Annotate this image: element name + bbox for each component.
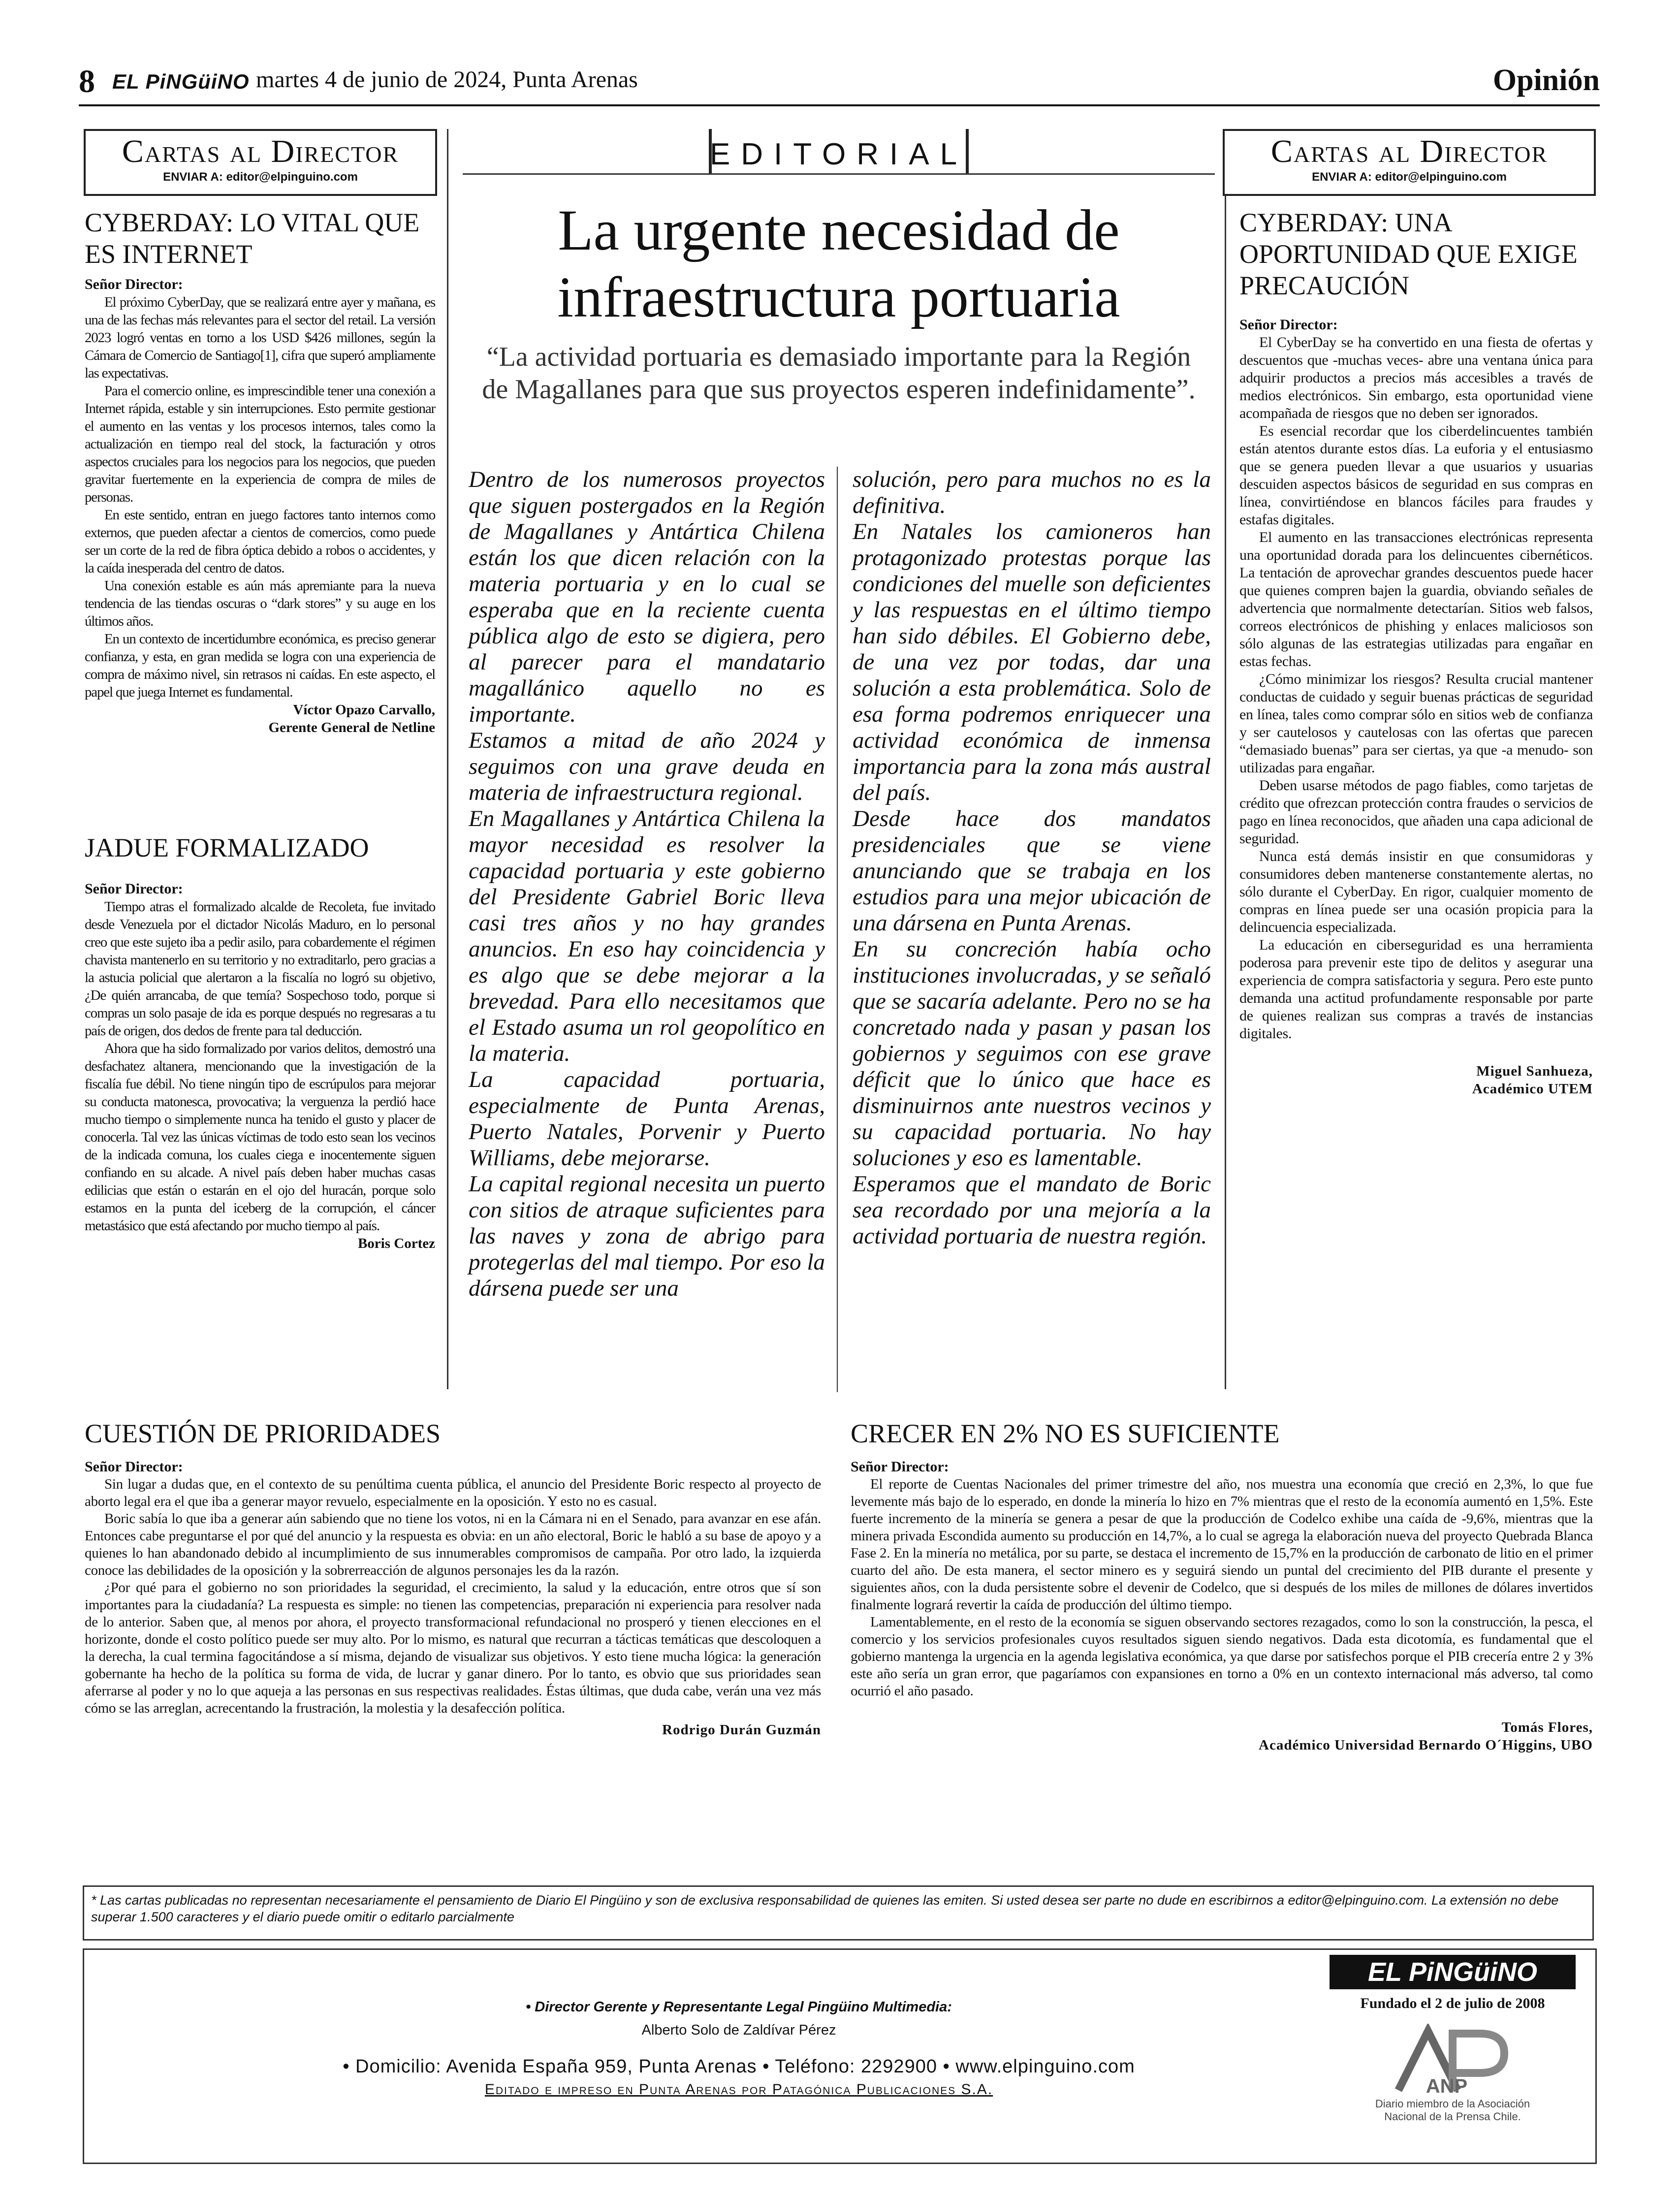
- letter-salutation: Señor Director:: [85, 1459, 183, 1475]
- header-rule: [79, 104, 1600, 106]
- anp-caption-line: Diario miembro de la Asociación: [1375, 2098, 1530, 2110]
- paragraph: ¿Por qué para el gobierno no son prioridades la seguridad, el crecimiento, la salud y la educación, entre otros que sí son importantes para la ciudadanía? La respuesta es simple: no tienen las competencias, preparación ni experiencia para resolver nada de lo anterior. Saben que, al menos por ahora, el proyecto transformacional refundacional no prosperó y tienen elecciones en el horizonte, donde el costo político puede ser muy alto. Por lo mismo, es natural que recurran a tácticas temáticas que descoloquen a la derecha, la cual termina fagocitándose a sí misma, dejando de visualizar sus objetivos. Y esto tiene mucha lógica: la generación gobernante ha hecho de la política su forma de vida, de lucrar y ganar dinero. Por lo tanto, es obvio que sus prioridades sean aferrarse al poder y no lo que aqueja a las personas en sus respectivas realidades. Éstas últimas, que duda cabe, verán una vez más cómo se las arreglan, acrecentando la frustración, la molestia y la desafección política.: [85, 1580, 821, 1716]
- footer: [83, 1948, 1597, 2164]
- letter-title: CUESTIÓN DE PRIORIDADES: [85, 1419, 441, 1448]
- editorial-column-2: [853, 467, 1211, 1249]
- paragraph: En su concreción había ocho instituciones involucradas, y se señaló que se sacaría adelante. Pero no se ha concretado nada y pasan y pasan los gobiernos y seguimos con ese grave déficit que lo único que hace es disminuirnos ante nuestros vecinos y su capacidad portuaria. No hay soluciones y eso es lamentable.: [853, 936, 1211, 1171]
- paragraph: Desde hace dos mandatos presidenciales que se viene anunciando que se trabaja en los estudios para una mejor ubicación de una dársena en Punta Arenas.: [853, 806, 1211, 936]
- letter-body: [85, 898, 435, 1235]
- signature-name: Boris Cortez: [357, 1236, 435, 1251]
- cartas-subtitle: ENVIAR A: editor@elpinguino.com: [163, 170, 358, 184]
- date-line: martes 4 de junio de 2024, Punta Arenas: [256, 66, 638, 93]
- paragraph: Ahora que ha sido formalizado por varios delitos, demostró una desfachatez altanera, mencionando que la investigación de la fiscalía fue débil. No tiene ningún tipo de escrúpulos para mejorar su conducta matonesca, provocativa; la verguenza la perdió hace mucho tiempo o simplemente nunca ha tenido el gusto y placer de conocerla. Tal vez las únicas víctimas de todo esto sean los vecinos de la indicada comuna, los cuales ciega e inocentemente siguen confiando en su alcade. A nivel país deben haber muchas casas edilicias que están o estarán en el ojo del huracán, porque solo estamos en la punta del iceberg de la corrupción, el cáncer metastásico que está afectando por mucho tiempo al país.: [85, 1041, 435, 1234]
- letter-salutation: Señor Director:: [851, 1459, 949, 1475]
- paragraph: En Natales los camioneros han protagonizado protestas porque las condiciones del muelle son deficientes y las respuestas en el último tiempo han sido débiles. El Gobierno debe, de una vez por todas, dar una solución a esta problemática. Solo de esa forma podremos enriquecer una actividad económica de inmensa importancia para la zona más austral del país.: [853, 519, 1211, 805]
- section-name: Opinión: [1492, 64, 1600, 97]
- signature-name: Víctor Opazo Carvallo,: [293, 702, 435, 718]
- letter-body: [1239, 334, 1593, 1043]
- letter-title: CYBERDAY: UNA OPORTUNIDAD QUE EXIGE PRECAUCIÓN: [1239, 208, 1578, 300]
- anp-logo-icon: [1379, 2024, 1517, 2098]
- editorial-rule: [463, 173, 1215, 175]
- paragraph: Para el comercio online, es imprescindible tener una conexión a Internet rápida, estable y sin interrupciones. Esto permite gestionar el aumento en las ventas y los procesos internos, tales como la actualización en tiempo real del stock, la facturación y otros aspectos cruciales para los negocios para los negocios, que pueden gravitar fuertemente en la experiencia de compra de miles de personas.: [85, 383, 435, 505]
- letter-prioridades: [85, 1418, 821, 1739]
- editorial-column-1: [469, 467, 825, 1302]
- paragraph: El próximo CyberDay, que se realizará entre ayer y mañana, es una de las fechas más relevantes para el sector del retail. La versión 2023 logró ventas en torno a los USD $426 millones, según la Cámara de Comercio de Santiago[1], cifra que superó ampliamente las expectativas.: [85, 294, 435, 381]
- paragraph: Dentro de los numerosos proyectos que siguen postergados en la Región de Magallanes y Antártica Chilena están los que dicen relación con la materia portuaria y en lo cual se esperaba que en la reciente cuenta pública algo de esto se digiera, pero al parecer para el mandatario magallánico aquello no es importante.: [469, 467, 825, 727]
- paragraph: En Magallanes y Antártica Chilena la mayor necesidad es resolver la capacidad portuaria y este gobierno del Presidente Gabriel Boric lleva casi tres años y no hay grandes anuncios. En eso hay coincidencia y es algo que se debe mejorar a la brevedad. Para ello necesitamos que el Estado asuma un rol geopolítico en la materia.: [469, 806, 825, 1066]
- footer-founded: Fundado el 2 de julio de 2008: [1360, 1995, 1545, 2011]
- letter-body: [85, 293, 435, 701]
- editorial-label-box: [463, 129, 1215, 173]
- divider-left: [447, 129, 448, 1389]
- paragraph: Sin lugar a dudas que, en el contexto de su penúltima cuenta pública, el anuncio del Presidente Boric respecto al proyecto de aborto legal era el que iba a generar mayor revuelo, especialmente en la oposición. Y esto no es casual.: [85, 1476, 821, 1509]
- paragraph: Lamentablemente, en el resto de la economía se siguen observando sectores rezagados, como lo son la construcción, la pesca, el comercio y los servicios profesionales cuyos resultados siguen siendo negativos. Dada esta dicotomía, es fundamental que el gobierno mantenga la urgencia en la agenda legislativa económica, ya que darse por satisfechos porque el PIB crecería entre 2 y 3% este año sería un gran error, que pagaríamos con expansiones en torno a 0% en un contexto internacional más adverso, tal como ocurrió el año pasado.: [851, 1614, 1593, 1699]
- signature-name: Miguel Sanhueza,: [1476, 1063, 1593, 1079]
- page-number: 8: [79, 64, 95, 99]
- editorial-quote: “La actividad portuaria es demasiado importante para la Región de Magallanes para que sus proyectos esperen indefinidamente”.: [482, 342, 1196, 405]
- anp-caption-line: Nacional de la Prensa Chile.: [1384, 2110, 1521, 2123]
- paragraph: Deben usarse métodos de pago fiables, como tarjetas de crédito que ofrezcan protección contra fraudes o servicios de pago en línea reconocidos, que añaden una capa adicional de seguridad.: [1239, 777, 1593, 847]
- editorial-title: La urgente necesidad de infraestructura portuaria: [557, 198, 1120, 329]
- anp-logo-text: ANP: [1426, 2075, 1468, 2097]
- paragraph: Una conexión estable es aún más apremiante para la nueva tendencia de las tiendas oscuras o “dark stores” y su auge en los últimos años.: [85, 578, 435, 629]
- paragraph: El aumento en las transacciones electrónicas representa una oportunidad dorada para los delincuentes cibernéticos. La tentación de aprovechar grandes descuentos puede hacer que quienes compren bajen la guardia, obviando señales de advertencia que normalmente detectarían. Sitios web falsos, correos electrónicos de phishing y enlaces maliciosos son sólo algunas de las estrategias utilizadas para engañar en estas fechas.: [1239, 529, 1593, 669]
- paragraph: ¿Cómo minimizar los riesgos? Resulta crucial mantener conductas de cuidado y seguir buenas prácticas de seguridad en línea, tales como comprar sólo en sitios web de confianza y ser cautelosos y cautelosas con las ofertas que parecen “demasiado buenas” para ser ciertas, ya que -a menudo- son utilizadas para engañar.: [1239, 671, 1593, 776]
- letter-salutation: Señor Director:: [85, 276, 183, 292]
- paragraph: El reporte de Cuentas Nacionales del primer trimestre del año, nos muestra una economía que creció en 2,3%, lo que fue levemente más bajo de lo esperado, en donde la minería lo hizo en 7% mientras que el resto de la economía aumentó en 1,5%. Este fuerte incremento de la minería se genera a pesar de que la producción de Codelco exhibe una caída de -9,6%, mientras que la minera privada Escondida aumento su producción en 14,7%, a lo cual se agrega la elaboración nueva del proyecto Quebrada Blanca Fase 2. En la minería no metálica, por su parte, se destaca el incremento de 15,7% en la producción de carbonato de litio en el primer cuarto del año. De esta manera, el sector minero es y seguirá siendo un puntal del crecimiento del PIB durante el presente y siguientes años, con la duda persistente sobre el devenir de Codelco, que si después de los miles de millones de dólares invertidos finalmente logrará revertir la caída de producción del último tiempo.: [851, 1476, 1593, 1613]
- footer-contact: • Domicilio: Avenida España 959, Punta Arenas • Teléfono: 2292900 • www.elpinguino.com: [343, 2056, 1135, 2077]
- signature-role: Gerente General de Netline: [268, 720, 435, 735]
- letter-title: JADUE FORMALIZADO: [85, 833, 369, 862]
- cartas-box-right: [1223, 129, 1596, 196]
- paragraph: Nunca está demás insistir en que consumidoras y consumidores deben mantenerse constantemente alertas, no sólo durante el CyberDay. En rigor, cualquier momento de compras en línea puede ser una ocasión propicia para la delincuencia especializada.: [1239, 848, 1593, 935]
- signature-name: Tomás Flores,: [1501, 1720, 1593, 1735]
- disclaimer: * Las cartas publicadas no representan necesariamente el pensamiento de Diario El Pingüino y son de exclusiva responsabilidad de quienes las emiten. Si usted desea ser parte no dude en escribirnos a editor@elpinguino.com. La extensión no debe superar 1.500 caracteres y el diario puede omitir o editarlo parcialmente: [83, 1885, 1594, 1941]
- letter-cyberday-vital: [85, 207, 435, 736]
- signature-role: Académico Universidad Bernardo O´Higgins, UBO: [1259, 1737, 1593, 1753]
- letter-jadue: [85, 832, 435, 1252]
- paragraph: Boric sabía lo que iba a generar aún sabiendo que no tiene los votos, ni en la Cámara ni en el Senado, para avanzar en ese afán. Entonces cabe preguntarse el por qué del anuncio y la respuesta es obvia: en un año electoral, Boric le habló a su base de apoyo y a quienes lo han abandonado debido al incumplimiento de sus innumerables compromisos de campaña. Por otro lado, la izquierda conoce las debilidades de la oposición y la sobrerreacción de algunos personajes les da la razón.: [85, 1511, 821, 1578]
- footer-person: Alberto Solo de Zaldívar Pérez: [641, 2022, 836, 2038]
- letter-body: [85, 1476, 821, 1717]
- paragraph: Esperamos que el mandato de Boric sea recordado por una mejoría a la actividad portuaria de nuestra región.: [853, 1171, 1211, 1249]
- letter-title: CYBERDAY: LO VITAL QUE ES INTERNET: [85, 208, 420, 269]
- cartas-title: Cartas al Director: [122, 133, 399, 169]
- letter-title: CRECER EN 2% NO ES SUFICIENTE: [851, 1419, 1280, 1448]
- cartas-box-left: [84, 129, 437, 196]
- paragraph: Tiempo atras el formalizado alcalde de Recoleta, fue invitado desde Venezuela por el dictador Nicolás Maduro, en lo personal creo que este sujeto iba a pedir asilo, para cobardemente el régimen chavista mantenerlo en su territorio y no extraditarlo, pero gracias a la astucia policial que alertaron a la fiscalía no logró su objetivo, ¿De quién arrancaba, de que temía? Sospechoso todo, porque si compras un solo pasaje de ida es porque después no regresaras a tu país de origen, dos dedos de frente para tal deducción.: [85, 899, 435, 1039]
- paragraph: solución, pero para muchos no es la definitiva.: [853, 467, 1211, 518]
- footer-brand-logo: EL PiNGüiNO: [1330, 1955, 1576, 1989]
- paragraph: La capital regional necesita un puerto con sitios de atraque suficientes para las naves y zona de abrigo para protegerlas del mal tiempo. Por eso la dársena puede ser una: [469, 1171, 825, 1301]
- brand-name: EL PiNGüiNO: [112, 70, 250, 93]
- letter-salutation: Señor Director:: [1239, 317, 1338, 333]
- paragraph: Es esencial recordar que los ciberdelincuentes también están atentos durante estos días. La euforia y el entusiasmo que se genera pueden llevar a que usuarios y usuarias descuiden aspectos básicos de seguridad en sus compras en línea, convirtiéndose en blancos fáciles para fraudes y estafas digitales.: [1239, 423, 1593, 528]
- footer-role: • Director Gerente y Representante Legal Pingüino Multimedia:: [526, 1999, 952, 2015]
- paragraph: En este sentido, entran en juego factores tanto internos como externos, que pueden afectar a cientos de comercios, como puede ser un corte de la red de fibra óptica debido a robos o accidentes, y la caída inesperada del centro de datos.: [85, 507, 435, 576]
- editorial-label: EDITORIAL: [709, 137, 968, 171]
- anp-caption: [1330, 2098, 1576, 2123]
- paragraph: Estamos a mitad de año 2024 y seguimos con una grave deuda en materia de infraestructura regional.: [469, 728, 825, 805]
- footer-info: [222, 1979, 1256, 2098]
- signature-name: Rodrigo Durán Guzmán: [662, 1722, 821, 1738]
- page-header: [79, 63, 1600, 102]
- letter-body: [851, 1476, 1593, 1700]
- letter-salutation: Señor Director:: [85, 881, 183, 897]
- paragraph: El CyberDay se ha convertido en una fiesta de ofertas y descuentos que -muchas veces- abre una ventana única para adquirir productos a precios más accesibles a través de medios electrónicos. Sin embargo, esta oportunidad viene acompañada de riesgos que no deben ser ignorados.: [1239, 334, 1593, 421]
- letter-cyberday-precaucion: [1239, 207, 1593, 1098]
- cartas-subtitle: ENVIAR A: editor@elpinguino.com: [1312, 170, 1507, 184]
- divider-right: [1225, 129, 1226, 1389]
- signature-role: Académico UTEM: [1472, 1081, 1593, 1097]
- editorial-column-divider: [837, 467, 838, 1392]
- footer-printer: Editado e impreso en Punta Arenas por Patagónica Publicaciones S.A.: [484, 2081, 993, 2098]
- paragraph: La educación en ciberseguridad es una herramienta poderosa para prevenir este tipo de delitos y asegurar una experiencia de compra satisfactoria y segura. Pero este punto demanda una actitud profundamente responsable por parte de quienes realizan sus compras a través de instancias digitales.: [1239, 937, 1593, 1042]
- paragraph: En un contexto de incertidumbre económica, es preciso generar confianza, y esta, en gran medida se logra con una experiencia de compra de máximo nivel, sin retrasos ni caídas. En este aspecto, el papel que juega Internet es fundamental.: [85, 631, 435, 700]
- cartas-title: Cartas al Director: [1270, 133, 1548, 169]
- letter-crecer: [851, 1418, 1593, 1754]
- paragraph: La capacidad portuaria, especialmente de Punta Arenas, Puerto Natales, Porvenir y Puerto Williams, debe mejorarse.: [469, 1067, 825, 1171]
